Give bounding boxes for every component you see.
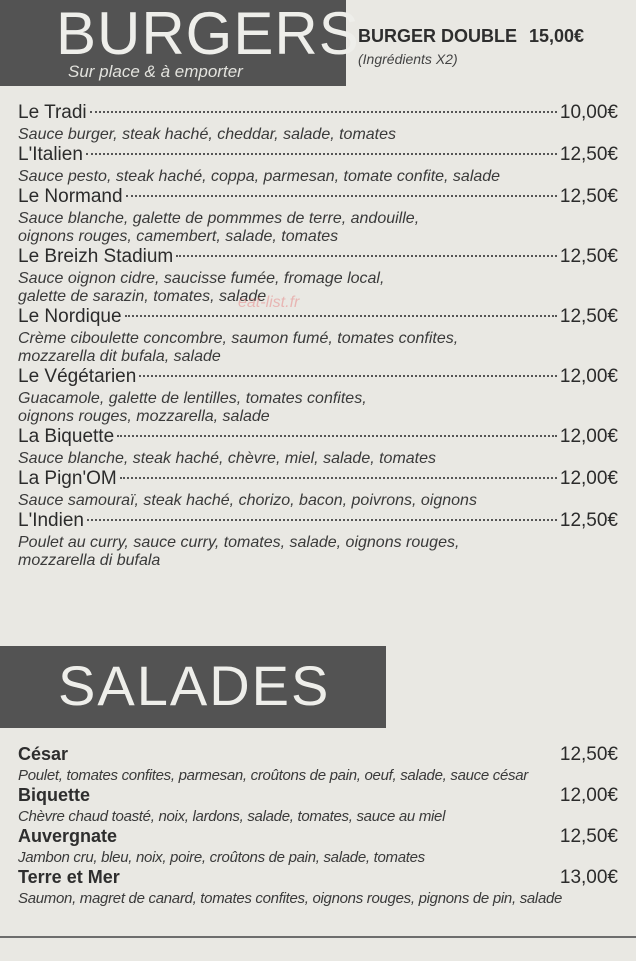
salad-desc: Poulet, tomates confites, parmesan, croûtons de pain, oeuf, salade, sauce césar <box>18 767 528 784</box>
burger-desc: Sauce oignon cidre, saucisse fumée, fromage local, <box>18 270 385 287</box>
burger-double-price: 15,00€ <box>529 26 585 46</box>
salad-item-cesar <box>18 744 618 785</box>
salad-name: César <box>18 744 69 764</box>
burger-price: 12,00€ <box>559 468 618 489</box>
burger-name: L'Indien <box>18 510 84 531</box>
burger-price: 10,00€ <box>559 102 618 123</box>
burger-desc: oignons rouges, mozzarella, salade <box>18 408 270 425</box>
salad-desc: Jambon cru, bleu, noix, poire, croûtons de pain, salade, tomates <box>18 849 425 866</box>
salad-price: 12,50€ <box>559 826 618 847</box>
salad-desc: Saumon, magret de canard, tomates confites, oignons rouges, pignons de pin, salade <box>18 890 563 907</box>
burger-double-name: BURGER DOUBLE <box>358 26 518 46</box>
salad-item-biquette <box>18 785 618 826</box>
burger-desc: Sauce pesto, steak haché, coppa, parmesan, tomate confite, salade <box>18 168 501 185</box>
salad-list <box>18 744 618 908</box>
burger-item-nordique <box>18 306 618 366</box>
burger-item-tradi <box>18 102 618 144</box>
burger-price: 12,50€ <box>559 510 618 531</box>
burger-desc: Crème ciboulette concombre, saumon fumé, tomates confites, <box>18 330 459 347</box>
leader-dots <box>87 519 557 521</box>
salad-price: 13,00€ <box>559 867 618 888</box>
leader-dots <box>126 195 557 197</box>
burger-item-italien <box>18 144 618 186</box>
burger-desc: Sauce blanche, galette de pommmes de terre, andouille, <box>18 210 420 227</box>
burger-name: L'Italien <box>18 144 83 165</box>
salad-item-auvergnate <box>18 826 618 867</box>
salad-desc: Chèvre chaud toasté, noix, lardons, salade, tomates, sauce au miel <box>18 808 446 825</box>
burger-name: La Biquette <box>18 426 115 447</box>
burger-desc: oignons rouges, camembert, salade, tomates <box>18 228 339 245</box>
burger-desc: Poulet au curry, sauce curry, tomates, salade, oignons rouges, <box>18 534 460 551</box>
burger-name: La Pign'OM <box>18 468 117 489</box>
salad-name: Terre et Mer <box>18 867 120 887</box>
burger-desc: galette de sarazin, tomates, salade <box>18 288 267 305</box>
salad-price: 12,00€ <box>559 785 618 806</box>
burger-list <box>18 102 618 570</box>
burger-name: Le Breizh Stadium <box>18 246 174 267</box>
burger-desc: Sauce samouraï, steak haché, chorizo, bacon, poivrons, oignons <box>18 492 477 509</box>
burger-item-indien <box>18 510 618 570</box>
salad-name: Auvergnate <box>18 826 118 846</box>
burger-desc: Sauce burger, steak haché, cheddar, salade, tomates <box>18 126 397 143</box>
watermark: eat-list.fr <box>238 294 300 311</box>
burger-item-pignom <box>18 468 618 510</box>
leader-dots <box>117 435 557 437</box>
salad-name: Biquette <box>18 785 90 805</box>
burger-item-biquette <box>18 426 618 468</box>
burger-double <box>358 26 584 47</box>
burger-name: Le Végétarien <box>18 366 137 387</box>
burger-desc: mozzarella dit bufala, salade <box>18 348 221 365</box>
leader-dots <box>90 111 557 113</box>
burger-price: 12,50€ <box>559 144 618 165</box>
bottom-divider <box>0 936 636 938</box>
burger-item-normand <box>18 186 618 246</box>
leader-dots <box>125 315 557 317</box>
burger-price: 12,50€ <box>559 306 618 327</box>
burger-name: Le Nordique <box>18 306 122 327</box>
burger-desc: Sauce blanche, steak haché, chèvre, miel, salade, tomates <box>18 450 437 467</box>
leader-dots <box>176 255 557 257</box>
burger-price: 12,00€ <box>559 426 618 447</box>
salad-item-terre-et-mer <box>18 867 618 908</box>
salad-price: 12,50€ <box>559 744 618 765</box>
leader-dots <box>86 153 557 155</box>
burger-item-breizh <box>18 246 618 306</box>
salades-title: SALADES <box>58 654 331 717</box>
leader-dots <box>120 477 557 479</box>
burger-name: Le Normand <box>18 186 123 207</box>
burger-price: 12,50€ <box>559 246 618 267</box>
burger-price: 12,00€ <box>559 366 618 387</box>
burger-name: Le Tradi <box>18 102 87 123</box>
burgers-title: BURGERS <box>56 0 360 67</box>
burger-desc: Guacamole, galette de lentilles, tomates confites, <box>18 390 367 407</box>
burger-desc: mozzarella di bufala <box>18 552 161 569</box>
burger-double-note: (Ingrédients X2) <box>358 51 458 67</box>
burger-price: 12,50€ <box>559 186 618 207</box>
burgers-subtitle: Sur place & à emporter <box>68 62 243 81</box>
burger-item-vegetarien <box>18 366 618 426</box>
leader-dots <box>139 375 557 377</box>
